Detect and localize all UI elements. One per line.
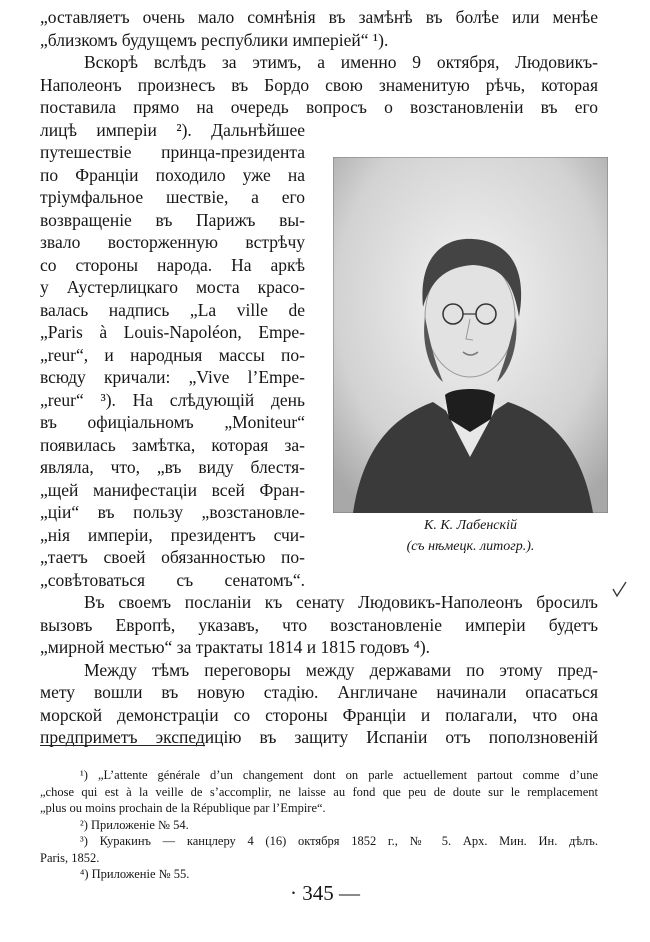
text-line: со стороны народа. На аркѣ (40, 254, 305, 275)
text-line: „reur“ ³). На слѣдующій день (40, 389, 305, 410)
text-line: Въ своемъ посланіи къ сенату Людовикъ-Наполеонъ бросилъ (84, 592, 598, 612)
text-line: мету вошли въ новую стадію. Англичане начинали опасаться (40, 682, 598, 702)
text-line: Между тѣмъ переговоры между державами по этому пред- (84, 659, 598, 680)
text-line: поставила прямо на очередь вопросъ о возстановленіи въ его (40, 97, 598, 117)
text-line: возвращеніе въ Парижъ вы- (40, 209, 305, 230)
text-line: лицѣ имперіи ²). Дальнѣйшее (40, 119, 305, 140)
text-line: Вскорѣ вслѣдъ за этимъ, а именно 9 октября, Людовикъ- (84, 52, 598, 72)
text-line: Наполеонъ произнесъ въ Бордо свою знаменитую рѣчь, которая (40, 74, 598, 95)
footnote-line: „plus ou moins prochain de la République par l’Empire“. (40, 801, 326, 815)
footnote-line: ³) Куракинъ — канцлеру 4 (16) октября 1852 г., № 5. Арх. Мин. Ин. дѣлъ. (80, 834, 598, 848)
text-line: тріумфальное шествіе, а его (40, 187, 305, 207)
footnote-line: ⁴) Приложеніе № 55. (80, 867, 190, 881)
text-line: звало восторженную встрѣчу (40, 232, 305, 252)
text-line: вызовъ Европѣ, указавъ, что возстановленіе имперіи будетъ (40, 614, 598, 635)
text-line: „ціи“ въ пользу „возстановле- (40, 502, 305, 522)
text-line: морской демонстраціи со стороны Франціи и полагали, что она (40, 704, 598, 725)
footnote-line: Paris, 1852. (40, 850, 100, 865)
text-line: предприметъ экспедицію въ защиту Испаніи отъ поползновеній (40, 727, 598, 747)
portrait-lithograph (333, 157, 608, 513)
text-line: въ офиціальномъ „Moniteur“ (40, 412, 305, 432)
text-line: „таетъ своей обязанностью по- (40, 547, 305, 567)
text-line: всюду кричали: „Vive l’Empe- (40, 367, 305, 387)
text-line: появилась замѣтка, которая за- (40, 434, 305, 455)
text-line: „щей манифестаціи всей Фран- (40, 479, 305, 500)
text-line: валась надпись „La ville de (40, 299, 305, 320)
text-line: „Paris à Louis-Napoléon, Empe- (40, 322, 305, 342)
footnote-rule (40, 745, 205, 746)
text-line: „близкомъ будущемъ республики имперіей“ ¹). (40, 29, 389, 50)
text-line: являла, что, „въ виду блестя- (40, 457, 305, 477)
text-line: „reur“, и народныя массы по- (40, 344, 305, 365)
footnote-line: ¹) „L’attente générale d’un changement dont on parle actuellement partout comme d’une (80, 768, 598, 782)
footnote-line: ²) Приложеніе № 54. (80, 817, 189, 832)
text-line: у Аустерлицкаго моста красо- (40, 277, 305, 297)
figure-caption-note: (съ нѣмецк. литогр.). (406, 539, 535, 554)
text-line: по Франціи походило уже на (40, 164, 305, 185)
text-line: „нія имперіи, президентъ счи- (40, 524, 305, 545)
page-number: · 345 — (290, 881, 360, 905)
footnote-line: „chose qui est à la veille de s’accomplir, ne laisse au fond que peu de doute sur le remplacement (40, 784, 598, 799)
figure-caption-name: К. К. Лабенскій (424, 518, 517, 533)
text-line: „оставляетъ очень мало сомнѣнія въ замѣнѣ въ болѣе или менѣе (40, 7, 598, 27)
text-line: путешествіе принца-президента (40, 142, 305, 162)
checkmark-annotation-icon (610, 580, 630, 600)
text-line: „совѣтоваться съ сенатомъ“. (40, 569, 305, 590)
text-line: „мирной местью“ за трактаты 1814 и 1815 годовъ ⁴). (40, 637, 431, 657)
